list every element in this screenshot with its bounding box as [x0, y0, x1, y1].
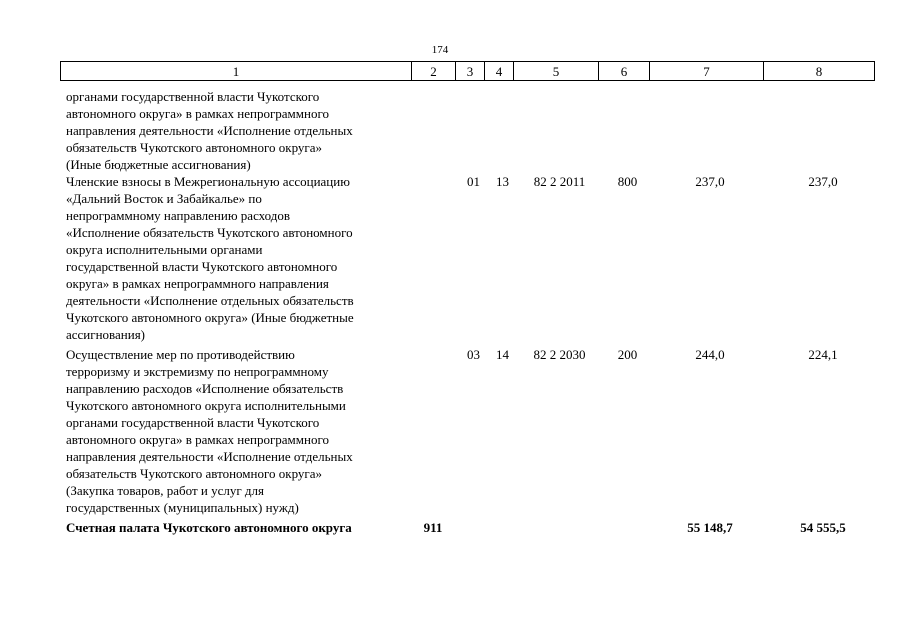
row-description: Осуществление мер по противодействию терроризму и экстремизму по непрограммному направлению расходов «Исполнение обязательств Чукотского автономного округа исполнительными органами государственной власти Чукотского автономного округа» в рамках непрограммного направления деятельности «Исполнение отдельных обязательств Чукотского автономного округа» (Закупка товаров, работ и услуг для государственных (муниципальных) нужд) — [66, 347, 353, 515]
cell-col-7: 244,0 — [695, 347, 725, 362]
cell-col-7: 237,0 — [695, 174, 725, 189]
cell-col-3: 03 — [467, 347, 480, 362]
cell-col-4: 13 — [496, 174, 509, 189]
cell-col-8: 237,0 — [808, 174, 838, 189]
cell-col-6: 200 — [617, 347, 638, 362]
header-col-7: 7 — [649, 61, 763, 81]
cell-col-7: 55 148,7 — [687, 520, 733, 535]
table-header — [60, 61, 875, 81]
cell-col-3: 01 — [467, 174, 480, 189]
cell-col-4: 14 — [496, 347, 509, 362]
cell-col-5: 82 2 2011 — [533, 174, 586, 189]
cell-col-2: 911 — [423, 520, 443, 535]
cell-col-5: 82 2 2030 — [533, 347, 586, 362]
row-description: Счетная палата Чукотского автономного округа — [66, 520, 352, 535]
header-col-5: 5 — [513, 61, 598, 81]
cell-col-8: 224,1 — [808, 347, 838, 362]
row-description: органами государственной власти Чукотского автономного округа» в рамках непрограммного направления деятельности «Исполнение отдельных обязательств Чукотского автономного округа» (Иные бюджетные ассигнования) — [66, 89, 353, 172]
page-number: 174 — [431, 44, 449, 56]
row-description: Членские взносы в Межрегиональную ассоциацию «Дальний Восток и Забайкалье» по непрограммному направлению расходов «Исполнение обязательств Чукотского автономного округа исполнительными органами государственной власти Чукотского автономного округа» в рамках непрограммного направления деятельности «Исполнение отдельных обязательств Чукотского автономного округа» (Иные бюджетные ассигнования) — [66, 174, 354, 342]
header-col-8: 8 — [763, 61, 875, 81]
header-col-1: 1 — [60, 61, 411, 81]
header-col-4: 4 — [484, 61, 513, 81]
cell-col-6: 800 — [617, 174, 638, 189]
header-col-6: 6 — [598, 61, 649, 81]
header-col-2: 2 — [411, 61, 455, 81]
cell-col-8: 54 555,5 — [800, 520, 846, 535]
header-col-3: 3 — [455, 61, 484, 81]
